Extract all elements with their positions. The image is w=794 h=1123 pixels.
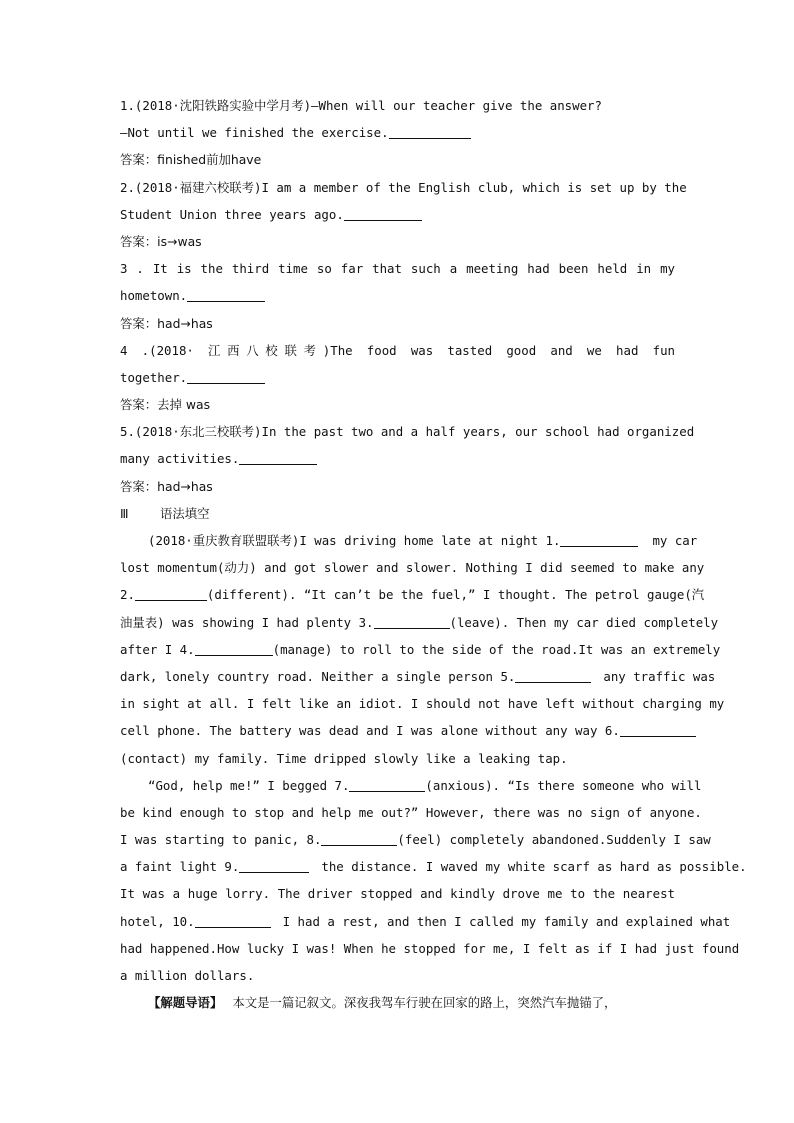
q1-answer: 答案：finished前加have (120, 152, 262, 168)
passage-text: I had a rest, and then I called my family and explained what (282, 913, 731, 929)
answer-blank[interactable] (187, 369, 265, 384)
answer-blank[interactable] (239, 450, 317, 465)
passage-text: (leave). Then my car died completely (449, 614, 719, 630)
passage-text: 油量表) was showing I had plenty 3. (120, 614, 374, 630)
q5-line1: 5.(2018·东北三校联考)In the past two and a half years, our school had organized (120, 424, 695, 440)
q1-line2-text: —Not until we finished the exercise. (120, 125, 389, 141)
passage-line-10 (120, 772, 702, 799)
q4-line2-text: together. (120, 369, 188, 385)
q3-line2-text: hometown. (120, 288, 188, 304)
blank-5[interactable] (515, 668, 591, 683)
passage-line-3 (120, 581, 705, 608)
section-title: 语法填空 (160, 505, 210, 521)
q2-line2 (120, 201, 675, 228)
passage-line-8 (120, 717, 675, 744)
passage-line-11: be kind enough to stop and help me out?” However, there was no sign of anyone. (120, 804, 702, 820)
passage-line-16: had happened.How lucky I was! When he stopped for me, I felt as if I had just found (120, 940, 740, 956)
answer-blank[interactable] (344, 206, 422, 221)
passage-line-6 (120, 663, 716, 690)
passage-text: after I 4. (120, 641, 195, 657)
q2-line2-text: Student Union three years ago. (120, 206, 344, 222)
q4-line1: 4 .(2018· 江西八校联考)The food was tasted good and we had fun (120, 342, 675, 358)
q1-line1: 1.(2018·沈阳铁路实验中学月考)—When will our teacher give the answer? (120, 98, 602, 113)
passage-text: (feel) completely abandoned.Suddenly I saw (397, 832, 711, 848)
blank-4[interactable] (195, 641, 273, 656)
passage-text: cell phone. The battery was dead and I was alone without any way 6. (120, 723, 620, 739)
passage-line-7: in sight at all. I felt like an idiot. I should not have left without charging my (120, 696, 725, 712)
passage-line-2: lost momentum(动力) and got slower and slower. Nothing I did seemed to make any (120, 560, 705, 576)
guide-label: 【解题导语】 (148, 995, 223, 1011)
blank-3[interactable] (374, 614, 450, 629)
passage-text: (2018·重庆教育联盟联考)I was driving home late at night 1. (148, 533, 561, 548)
blank-9[interactable] (239, 858, 309, 873)
passage-line-12 (120, 826, 711, 853)
q2-answer: 答案：is→was (120, 233, 202, 249)
passage-text: “God, help me!” I begged 7. (148, 777, 350, 793)
passage-text: dark, lonely country road. Neither a single person 5. (120, 668, 516, 684)
q2-line1: 2.(2018·福建六校联考)I am a member of the English club, which is set up by the (120, 179, 687, 195)
q4-line2 (120, 364, 675, 391)
passage-line-14: It was a huge lorry. The driver stopped and kindly drove me to the nearest (120, 886, 675, 902)
passage-text: (manage) to roll to the side of the road.It was an extremely (272, 641, 721, 657)
document-content (120, 92, 747, 1016)
passage-line-17: a million dollars. (120, 968, 255, 983)
q3-line1: 3 . It is the third time so far that such a meeting had been held in my (120, 261, 675, 277)
passage-line-1 (120, 527, 698, 554)
passage-line-15 (120, 908, 731, 935)
guide-text: 本文是一篇记叙文。深夜我驾车行驶在回家的路上，突然汽车抛锚了， (232, 995, 617, 1011)
blank-10[interactable] (195, 913, 271, 928)
passage-text: any traffic was (603, 668, 716, 684)
solution-guide (120, 989, 675, 1016)
q5-line2 (120, 445, 675, 472)
answer-blank[interactable] (187, 287, 265, 302)
passage-line-13 (120, 853, 747, 880)
passage-line-9: (contact) my family. Time dripped slowly like a leaking tap. (120, 750, 568, 766)
passage-text: (anxious). “Is there someone who will (425, 777, 702, 793)
passage-text: a faint light 9. (120, 859, 240, 875)
section-heading (120, 500, 675, 527)
blank-1[interactable] (560, 532, 638, 547)
q3-line2 (120, 282, 675, 309)
passage-line-5 (120, 636, 721, 663)
passage-text: my car (652, 533, 698, 548)
blank-6[interactable] (620, 722, 696, 737)
passage-text: (different). “It can’t be the fuel,” I thought. The petrol gauge(汽 (206, 587, 705, 603)
passage-text: 2. (120, 587, 135, 603)
passage-text: hotel, 10. (120, 913, 195, 929)
q5-answer: 答案：had→has (120, 478, 213, 494)
blank-7[interactable] (349, 777, 425, 792)
answer-blank[interactable] (389, 124, 471, 139)
section-numeral: Ⅲ (120, 505, 129, 521)
passage-text: the distance. I waved my white scarf as hard as possible. (321, 859, 747, 875)
q4-answer: 答案：去掉 was (120, 397, 211, 413)
blank-8[interactable] (321, 831, 397, 846)
blank-2[interactable] (135, 586, 207, 601)
q5-line2-text: many activities. (120, 451, 240, 467)
q1-line2 (120, 119, 675, 146)
q3-answer: 答案：had→has (120, 315, 213, 331)
passage-line-4 (120, 609, 719, 636)
passage-text: I was starting to panic, 8. (120, 832, 322, 848)
